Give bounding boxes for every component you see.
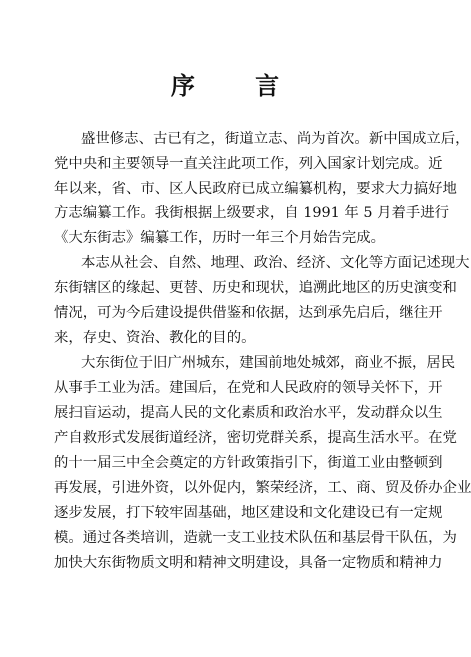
paragraph-3-line-7: 逐步发展，打下较牢固基础，地区建设和文化建设已有一定规 [54,505,443,521]
paragraph-2-line-3: 情况，可为今后建设提供借鉴和依据，达到承先启后，继往开 [54,305,443,321]
paragraph-3-line-2: 从事手工业为活。建国后，在党和人民政府的领导关怀下，开 [54,380,443,396]
paragraph-3-line-9: 加快大东街物质文明和精神文明建设，具备一定物质和精神力 [54,555,443,571]
paragraph-1-line-1: 盛世修志、古已有之，街道立志、尚为首次。新中国成立后， [81,131,470,147]
paragraph-1-line-2: 党中央和主要领导一直关注此项工作，列入国家计划完成。近 [54,156,443,172]
paragraph-3-line-6: 再发展，引进外资，以外促内，繁荣经济，工、商、贸及侨办企业 [54,480,471,496]
page-title: 序 言 [170,72,306,100]
paragraph-3-line-8: 模。通过各类培训，造就一支工业技术队伍和基层骨干队伍，为 [54,530,457,546]
paragraph-3-line-1: 大东街位于旧广州城东，建国前地处城郊，商业不振，居民 [81,355,456,371]
paragraph-3-line-4: 产自救形式发展街道经济，密切党群关系，提高生活水平。在党 [54,430,457,446]
paragraph-2-line-4: 来，存史、资治、教化的目的。 [54,330,256,346]
paragraph-1-line-5: 《大东街志》编纂工作，历时一年三个月始告完成。 [54,230,385,246]
paragraph-1-line-3: 年以来，省、市、区人民政府已成立编纂机构，要求大力搞好地 [54,181,457,197]
paragraph-2-line-1: 本志从社会、自然、地理、政治、经济、文化等方面记述现大 [81,255,470,271]
paragraph-2-line-2: 东街辖区的缘起、更替、历史和现状，追溯此地区的历史演变和 [54,280,457,296]
paragraph-3-line-3: 展扫盲运动，提高人民的文化素质和政治水平，发动群众以生 [54,405,443,421]
paragraph-1-line-4: 方志编纂工作。我街根据上级要求，自 1991 年 5 月着手进行 [54,205,450,221]
paragraph-3-line-5: 的十一届三中全会奠定的方针政策指引下，街道工业由整顿到 [54,455,443,471]
